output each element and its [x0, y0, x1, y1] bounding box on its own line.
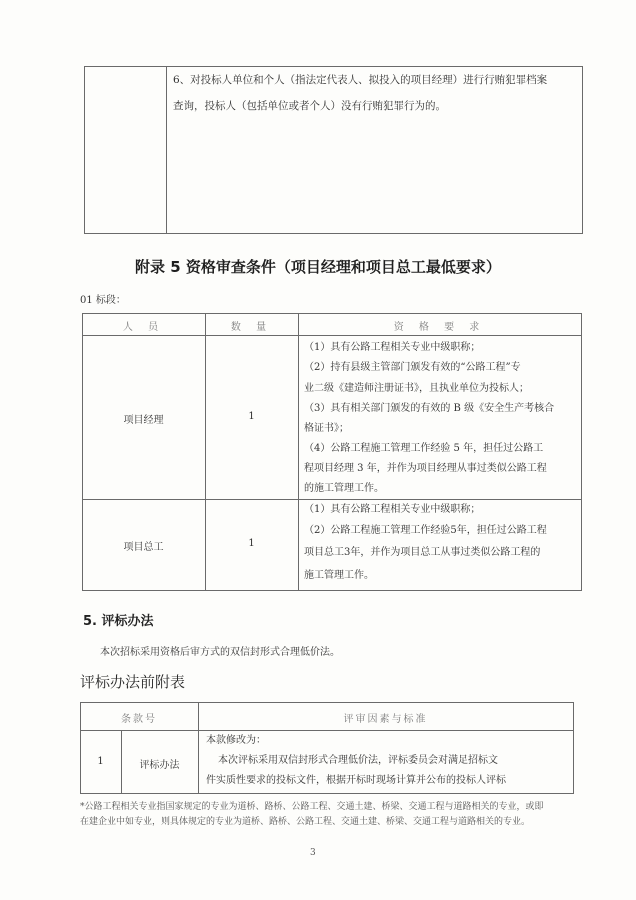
- et-col2-divider: [198, 702, 199, 794]
- top-table-top-border: [84, 66, 583, 67]
- qt-req-ce-4: 施工管理工作。: [304, 570, 374, 581]
- et-header-bottom: [80, 730, 574, 731]
- qt-req-ce-2: （2）公路工程施工管理工作经验5年，担任过公路工程: [304, 525, 547, 536]
- qt-role-chief-engineer: 项目总工: [123, 542, 164, 553]
- et-left-border: [80, 702, 81, 794]
- top-table-text-line2: 查询，投标人（包括单位或者个人）没有行贿犯罪行为的。: [173, 100, 446, 112]
- et-header-clause: 条款号: [121, 714, 157, 725]
- qt-req-pm-1: （1）具有公路工程相关专业中级职称；: [304, 342, 481, 353]
- footnote-line2: 在建企业中如专业，则具体规定的专业为道桥、路桥、公路工程、交通土建、桥梁、交通工程与道路相关的专业。: [80, 817, 531, 827]
- qt-role-project-manager: 项目经理: [123, 415, 164, 426]
- qt-col1-divider: [205, 313, 206, 591]
- qt-req-ce-3: 项目总工3年，并作为项目总工从事过类似公路工程的: [304, 547, 541, 558]
- appendix5-title: 附录 5 资格审查条件（项目经理和项目总工最低要求）: [135, 258, 501, 276]
- qt-req-pm-7: 程项目经理 3 年，并作为项目经理从事过类似公路工程: [304, 463, 547, 474]
- qt-header-requirements: 资 格 要 求: [393, 322, 486, 333]
- qt-req-pm-3: 业二级《建造师注册证书》，且执业单位为投标人；: [304, 383, 529, 394]
- footnote-line1: *公路工程相关专业指国家规定的专业为道桥、路桥、公路工程、交通土建、桥梁、交通工程与道路相关的专业，或即: [80, 802, 544, 812]
- page-number: 3: [310, 848, 316, 858]
- section5-heading: 5. 评标办法: [83, 614, 154, 629]
- qt-req-pm-5: 格证书》；: [304, 423, 349, 434]
- section5-paragraph: 本次招标采用资格后审方式的双信封形式合理低价法。: [100, 647, 340, 658]
- et-bottom-border: [80, 793, 574, 794]
- qt-req-pm-4: （3）具有相关部门颁发的有效的 B 级《安全生产考核合: [304, 403, 555, 414]
- qt-req-ce-1: （1）具有公路工程相关专业中级职称；: [304, 504, 481, 515]
- et-row-line1: 本款修改为：: [206, 735, 266, 746]
- qt-right-border: [581, 313, 582, 591]
- et-row-line3: 件实质性要求的投标文件，根据开标时现场计算并公布的投标人评标: [206, 775, 506, 786]
- qt-req-pm-6: （4）公路工程施工管理工作经验 5 年，担任过公路工: [304, 443, 544, 454]
- top-table-divider: [166, 66, 167, 234]
- top-table-right-border: [582, 66, 583, 234]
- qt-row-divider: [82, 499, 582, 500]
- top-table-left-border: [84, 66, 85, 234]
- qt-left-border: [82, 313, 83, 591]
- qt-header-bottom: [82, 335, 582, 336]
- et-row-line2: 本次评标采用双信封形式合理低价法，评标委员会对满足招标文: [218, 755, 498, 766]
- qt-header-count: 数 量: [230, 322, 273, 333]
- qt-bottom-border: [82, 590, 582, 591]
- et-row-num: 1: [97, 756, 104, 767]
- qt-count-project-manager: 1: [248, 411, 255, 422]
- qt-req-pm-2: （2）持有县级主管部门颁发有效的“公路工程”专: [304, 362, 521, 373]
- top-table-text-line1: 6、对投标人单位和个人（指法定代表人、拟投入的项目经理）进行行贿犯罪档案: [173, 74, 548, 86]
- et-col1-divider: [121, 730, 122, 794]
- qt-req-pm-8: 的施工管理工作。: [304, 483, 384, 494]
- evaluation-table-title: 评标办法前附表: [80, 673, 186, 691]
- qt-col2-divider: [298, 313, 299, 591]
- qt-top-border: [82, 313, 582, 314]
- et-right-border: [573, 702, 574, 794]
- et-header-criteria: 评审因素与标准: [343, 714, 428, 725]
- et-row-item: 评标办法: [139, 760, 180, 771]
- top-table: [0, 0, 636, 240]
- qt-count-chief-engineer: 1: [248, 538, 255, 549]
- top-table-bottom-border: [84, 233, 583, 234]
- et-top-border: [80, 702, 574, 703]
- qt-header-role: 人 员: [122, 322, 165, 333]
- lot-label: 01 标段：: [80, 295, 126, 306]
